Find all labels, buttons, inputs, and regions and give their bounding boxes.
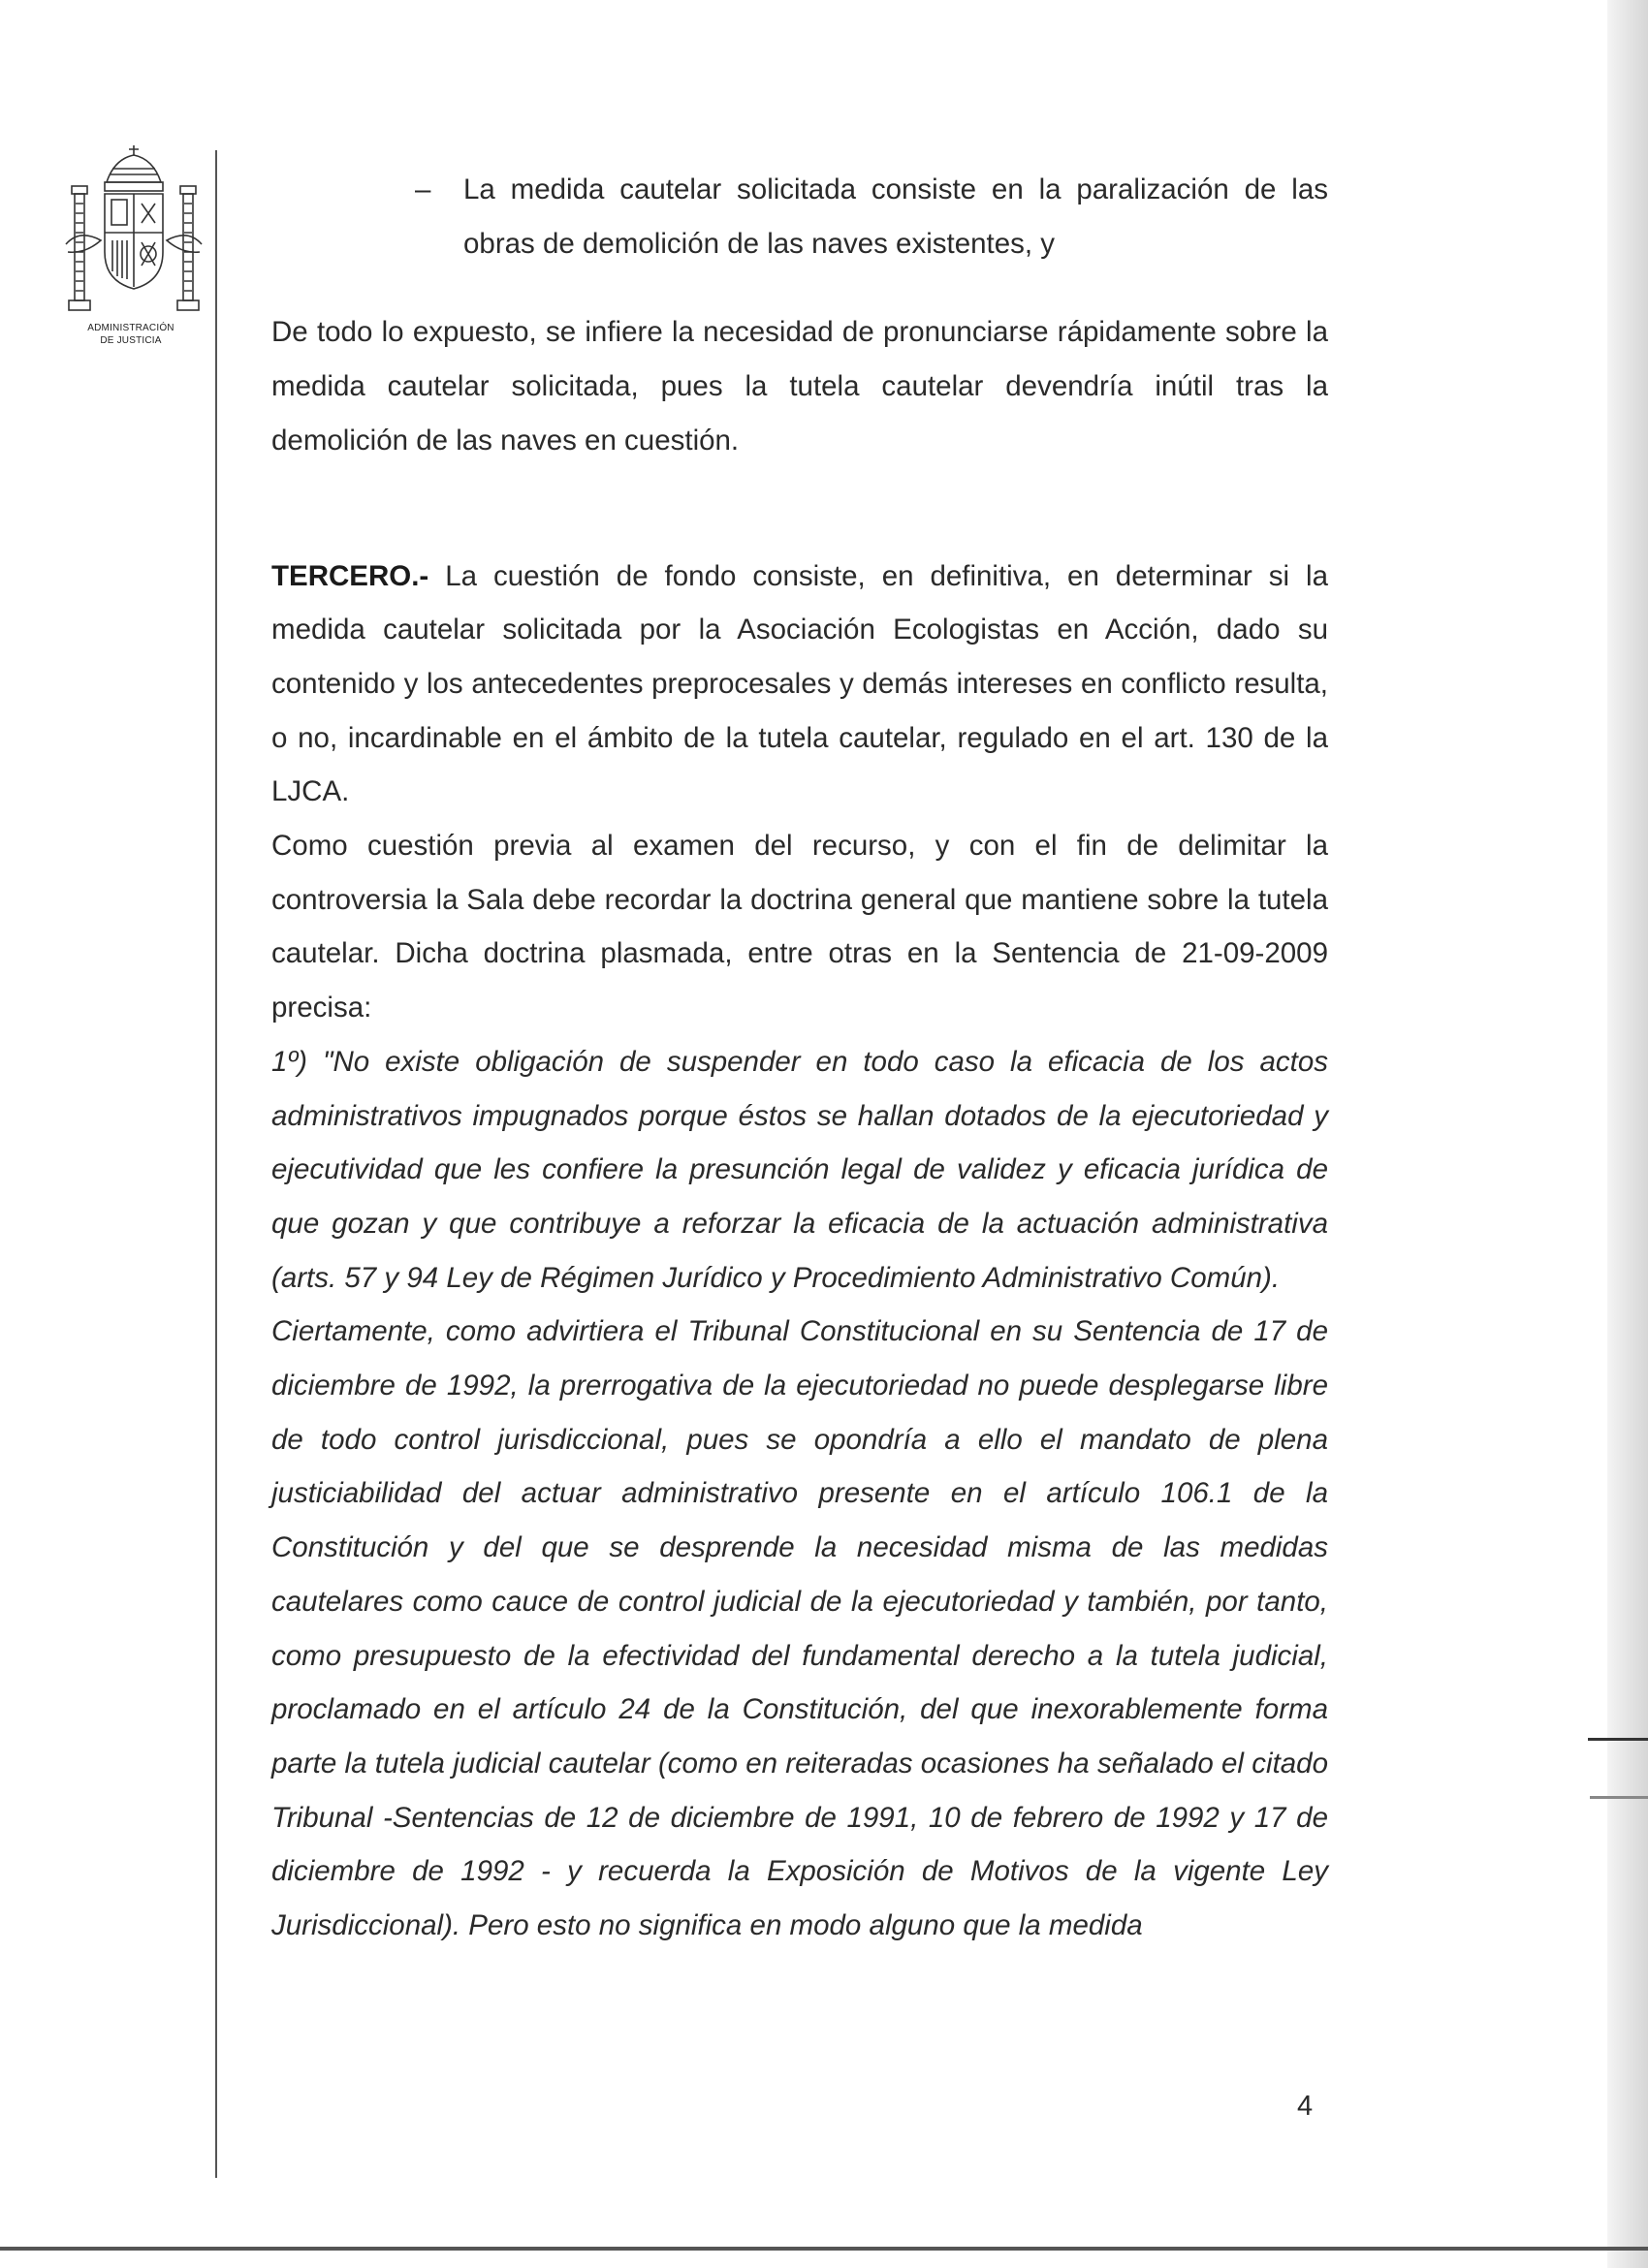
section-heading: TERCERO.-: [271, 559, 429, 592]
bullet-dash: –: [415, 173, 431, 205]
margin-rule: [215, 150, 217, 2178]
seal-caption-line: DE JUSTICIA: [100, 335, 162, 346]
scan-edge-shadow: [1607, 0, 1648, 2268]
bullet-item: [271, 163, 1328, 270]
scan-mark: [1590, 1796, 1648, 1799]
seal-caption: [39, 322, 223, 347]
quote-paragraph: Ciertamente, como advirtiera el Tribunal Constitucional en su Sentencia de 17 de diciembre de 1992, la prerrogativa de la ejecutoriedad no puede desplegarse libre de todo control jurisdiccional, pues se opondría a ello el mandato de plena justiciabilidad del actuar administrativo presente en el artículo 106.1 de la Constitución y del que se desprende la necesidad misma de las medidas cautelares como cauce de control judicial de la ejecutoriedad y también, por tanto, como presupuesto de la efectividad del fundamental derecho a la tutela judicial, proclamado en el artículo 24 de la Constitución, del que inexorablemente forma parte la tutela judicial cautelar (como en reiteradas ocasiones ha señalado el citado Tribunal -Sentencias de 12 de diciembre de 1991, 10 de febrero de 1992 y 17 de diciembre de 1992 - y recuerda la Exposición de Motivos de la vigente Ley Jurisdiccional). Pero esto no significa en modo alguno que la medida: [271, 1315, 1328, 1942]
coat-of-arms-seal-icon: [56, 136, 211, 330]
seal-caption-line: ADMINISTRACIÓN: [87, 323, 174, 333]
document-body: [271, 163, 1328, 1953]
paragraph: De todo lo expuesto, se infiere la necesidad de pronunciarse rápidamente sobre la medida cautelar solicitada, pues la tutela cautelar devendría inútil tras la demolición de las naves en cuestión.: [271, 316, 1328, 457]
quote-paragraph: 1º) "No existe obligación de suspender en todo caso la eficacia de los actos administrativos impugnados porque éstos se hallan dotados de la ejecutoriedad y ejecutividad que les confiere la presunción legal de validez y eficacia jurídica de que gozan y que contribuye a reforzar la eficacia de la actuación administrativa (arts. 57 y 94 Ley de Régimen Jurídico y Procedimiento Administrativo Común).: [271, 1045, 1328, 1294]
section-tercero: [271, 550, 1328, 820]
page-number: 4: [1297, 2091, 1314, 2122]
bullet-text: La medida cautelar solicitada consiste en la paralización de las obras de demolición de las naves existentes, y: [463, 173, 1328, 260]
scan-mark: [1588, 1738, 1648, 1741]
section-text: La cuestión de fondo consiste, en definitiva, en determinar si la medida cautelar solicitada por la Asociación Ecologistas en Acción, dado su contenido y los antecedentes preprocesales y demás intereses en conflicto resulta, o no, incardinable en el ámbito de la tutela cautelar, regulado en el art. 130 de la LJCA.: [271, 559, 1328, 808]
paragraph: Como cuestión previa al examen del recurso, y con el fin de delimitar la controversia la Sala debe recordar la doctrina general que mantiene sobre la tutela cautelar. Dicha doctrina plasmada, entre otras en la Sentencia de 21-09-2009 precisa:: [271, 830, 1328, 1024]
scan-bottom-edge: [0, 2247, 1648, 2251]
